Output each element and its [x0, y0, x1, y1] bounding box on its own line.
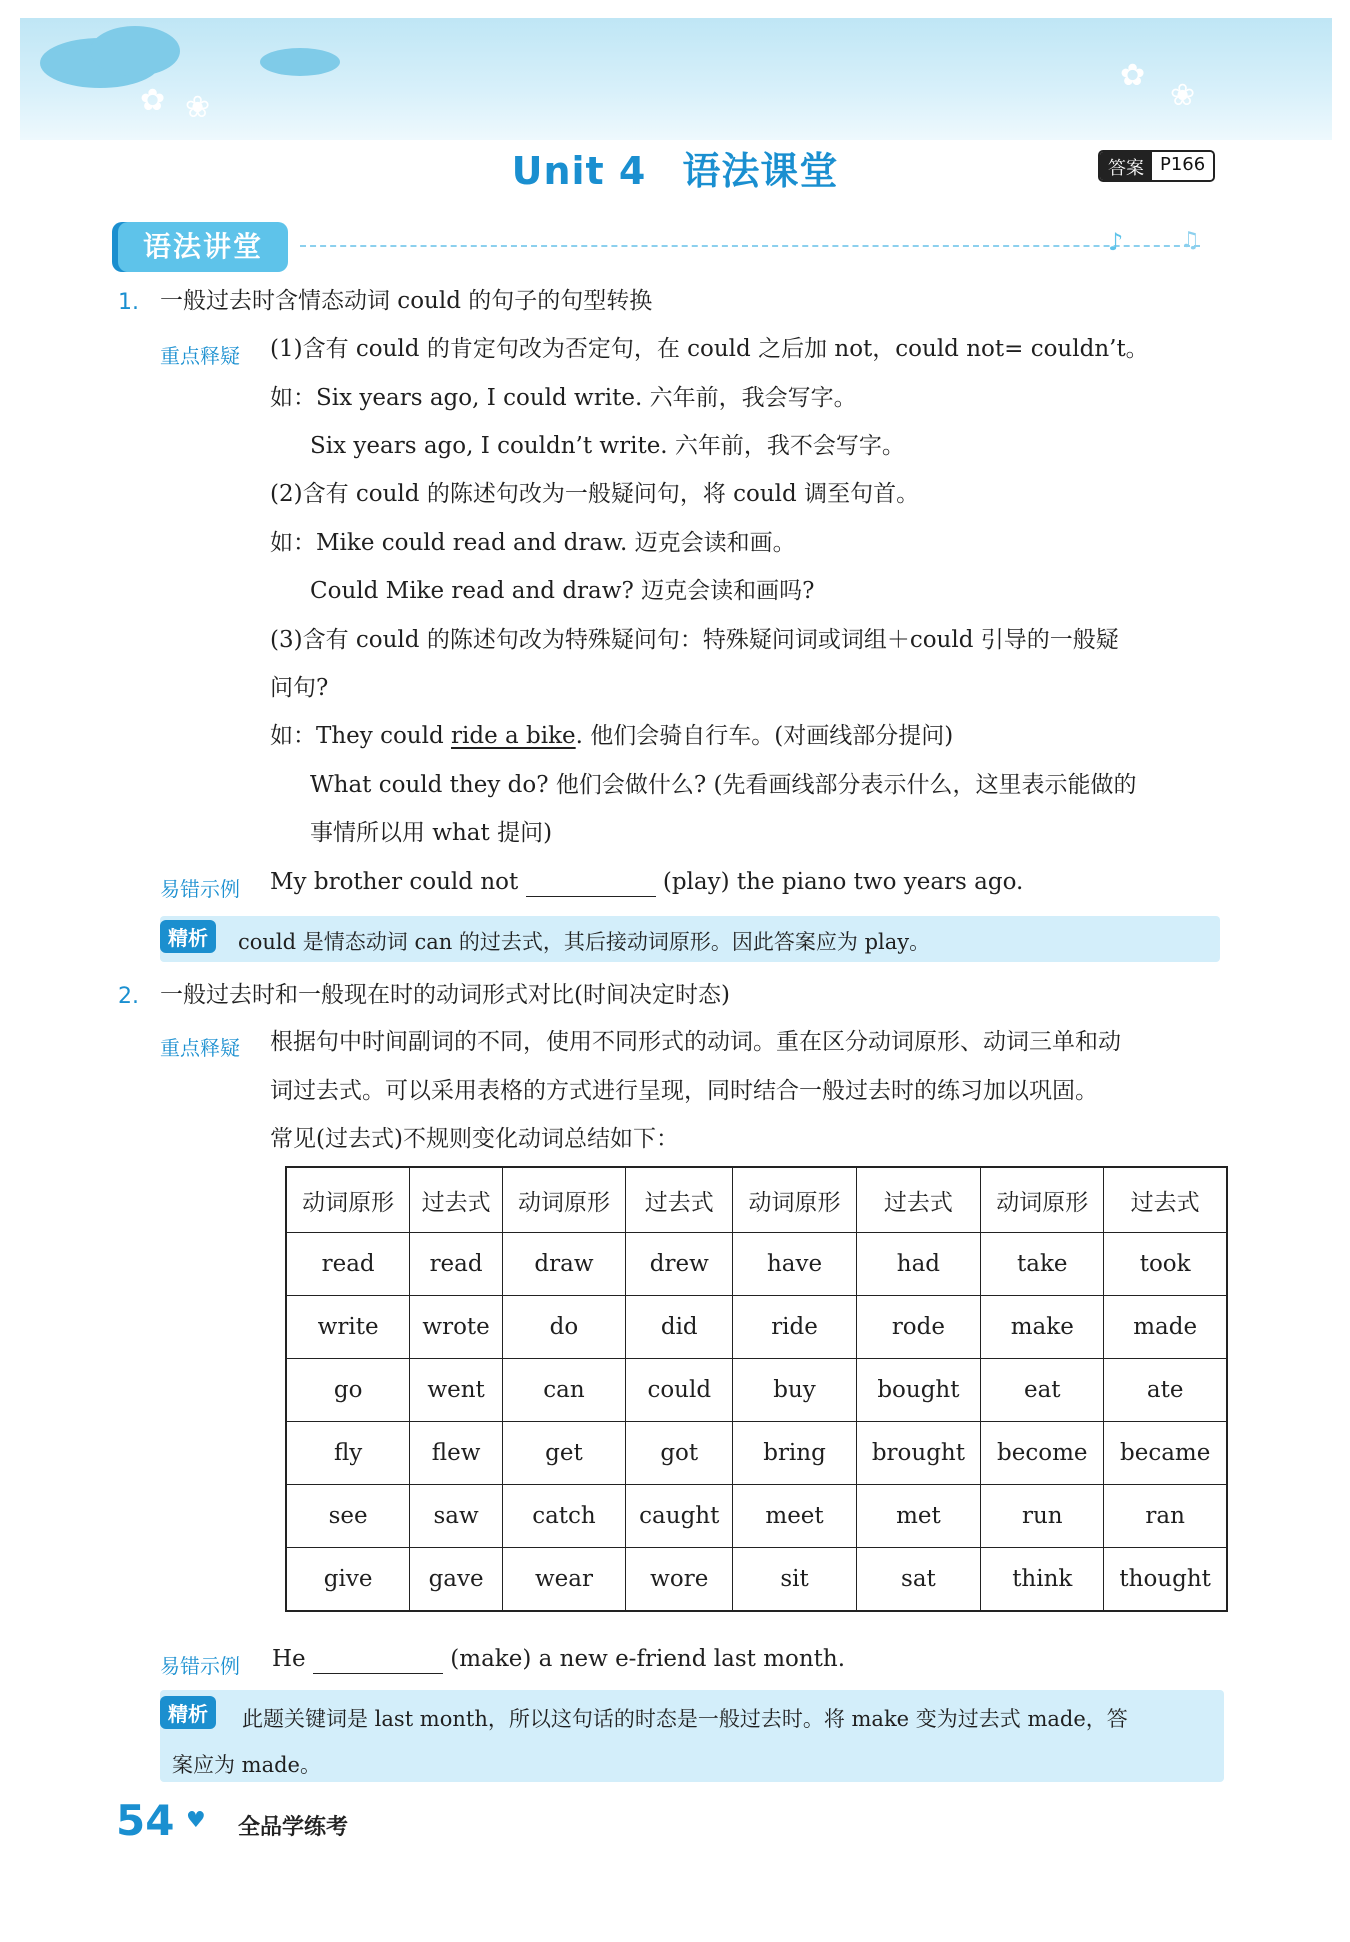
key-point-tag: 重点释疑 [160, 1036, 240, 1060]
text-line: (1)含有 could 的肯定句改为否定句，在 could 之后加 not，could not= couldn’t。 [270, 336, 1149, 362]
text-line: (2)含有 could 的陈述句改为一般疑问句，将 could 调至句首。 [270, 481, 920, 507]
table-cell: can [502, 1359, 625, 1422]
text-line: 根据句中时间副词的不同，使用不同形式的动词。重在区分动词原形、动词三单和动 [270, 1029, 1121, 1055]
flower-icon: ✿ [1120, 58, 1146, 93]
table-row [286, 1296, 1227, 1359]
table-cell: have [733, 1233, 856, 1296]
table-cell: write [286, 1296, 410, 1359]
cloud-decoration [90, 26, 180, 76]
text-line: What could they do? 他们会做什么? (先看画线部分表示什么，这里表示能做的 [310, 772, 1137, 798]
table-cell: catch [502, 1485, 625, 1548]
table-cell: became [1104, 1422, 1227, 1485]
table-header-cell: 动词原形 [502, 1167, 625, 1233]
table-cell: become [981, 1422, 1104, 1485]
table-cell: rode [856, 1296, 981, 1359]
table-cell: got [626, 1422, 733, 1485]
item-number: 2. [118, 984, 139, 1009]
error-example-tag: 易错示例 [160, 1654, 240, 1678]
error-example: My brother could not (play) the piano two years ago. [270, 869, 1024, 895]
table-cell: fly [286, 1422, 410, 1485]
text-line: 如：They could ride a bike. 他们会骑自行车。(对画线部分提问) [270, 723, 954, 749]
table-header-cell: 过去式 [1104, 1167, 1227, 1233]
table-header-row [286, 1167, 1227, 1233]
cloud-decoration [260, 48, 340, 76]
table-cell: flew [410, 1422, 503, 1485]
flower-icon: ❀ [185, 90, 211, 125]
table-cell: buy [733, 1359, 856, 1422]
table-cell: wear [502, 1548, 625, 1612]
table-cell: sit [733, 1548, 856, 1612]
table-cell: went [410, 1359, 503, 1422]
table-cell: thought [1104, 1548, 1227, 1612]
table-cell: gave [410, 1548, 503, 1612]
error-example: He (make) a new e-friend last month. [272, 1646, 846, 1672]
table-cell: get [502, 1422, 625, 1485]
table-header-cell: 动词原形 [286, 1167, 410, 1233]
table-cell: took [1104, 1233, 1227, 1296]
item-title: 一般过去时含情态动词 could 的句子的句型转换 [160, 288, 653, 314]
analysis-text: 此题关键词是 last month，所以这句话的时态是一般过去时。将 make 变为过去式 made，答 [242, 1707, 1128, 1731]
brand-name: 全品学练考 [238, 1815, 349, 1840]
text-line: Six years ago, I couldn’t write. 六年前，我不会写字。 [310, 433, 905, 459]
table-cell: ride [733, 1296, 856, 1359]
item-number: 1. [118, 290, 139, 315]
table-row [286, 1233, 1227, 1296]
table-cell: saw [410, 1485, 503, 1548]
dashed-divider [300, 245, 1200, 247]
text-line: 事情所以用 what 提问) [310, 820, 553, 846]
table-header-cell: 过去式 [856, 1167, 981, 1233]
table-cell: bring [733, 1422, 856, 1485]
text-line: 常见(过去式)不规则变化动词总结如下： [270, 1126, 679, 1152]
header-banner [20, 18, 1332, 140]
table-header-cell: 动词原形 [981, 1167, 1104, 1233]
table-cell: sat [856, 1548, 981, 1612]
table-cell: bought [856, 1359, 981, 1422]
table-cell: read [286, 1233, 410, 1296]
table-cell: could [626, 1359, 733, 1422]
table-cell: do [502, 1296, 625, 1359]
table-row [286, 1548, 1227, 1612]
page-title: Unit 4 语法课堂 [511, 149, 839, 193]
page-number: 54 [116, 1796, 175, 1845]
analysis-text: 案应为 made。 [172, 1753, 321, 1777]
table-cell: draw [502, 1233, 625, 1296]
table-row [286, 1485, 1227, 1548]
answer-blank [313, 1651, 443, 1674]
table-cell: see [286, 1485, 410, 1548]
table-cell: meet [733, 1485, 856, 1548]
heart-icon: ♥ [186, 1808, 206, 1833]
table-cell: make [981, 1296, 1104, 1359]
table-header-cell: 过去式 [626, 1167, 733, 1233]
table-cell: made [1104, 1296, 1227, 1359]
section-heading: 语法讲堂 [118, 222, 288, 272]
text-line: 问句? [270, 675, 329, 701]
analysis-tag: 精析 [160, 1696, 216, 1729]
text-line: (3)含有 could 的陈述句改为特殊疑问句：特殊疑问词或词组＋could 引导的一般疑 [270, 627, 1119, 653]
table-cell: go [286, 1359, 410, 1422]
table-header-cell: 动词原形 [733, 1167, 856, 1233]
text-line: 如：Six years ago, I could write. 六年前，我会写字。 [270, 385, 857, 411]
table-row [286, 1422, 1227, 1485]
table-cell: wrote [410, 1296, 503, 1359]
flower-icon: ❀ [1170, 78, 1196, 113]
analysis-text: could 是情态动词 can 的过去式，其后接动词原形。因此答案应为 play。 [238, 930, 931, 954]
key-point-tag: 重点释疑 [160, 344, 240, 368]
text-line: 如：Mike could read and draw. 迈克会读和画。 [270, 530, 796, 556]
table-cell: did [626, 1296, 733, 1359]
table-row [286, 1359, 1227, 1422]
underlined-phrase: ride a bike [451, 723, 576, 749]
table-cell: ate [1104, 1359, 1227, 1422]
answer-badge: 答案 P166 [1098, 150, 1215, 182]
flower-icon: ✿ [140, 83, 166, 118]
item-title: 一般过去时和一般现在时的动词形式对比(时间决定时态) [160, 982, 730, 1008]
table-cell: read [410, 1233, 503, 1296]
table-cell: brought [856, 1422, 981, 1485]
music-note-icon: ♫ [1180, 228, 1200, 253]
irregular-verb-table [285, 1166, 1228, 1612]
answer-blank [526, 874, 656, 897]
table-cell: wore [626, 1548, 733, 1612]
table-cell: drew [626, 1233, 733, 1296]
text-line: Could Mike read and draw? 迈克会读和画吗? [310, 578, 815, 604]
table-header-cell: 过去式 [410, 1167, 503, 1233]
table-cell: met [856, 1485, 981, 1548]
table-cell: caught [626, 1485, 733, 1548]
music-note-icon: ♪ [1108, 228, 1124, 256]
table-cell: take [981, 1233, 1104, 1296]
table-cell: ran [1104, 1485, 1227, 1548]
table-cell: give [286, 1548, 410, 1612]
analysis-tag: 精析 [160, 920, 216, 953]
text-line: 词过去式。可以采用表格的方式进行呈现，同时结合一般过去时的练习加以巩固。 [270, 1078, 1098, 1104]
table-cell: had [856, 1233, 981, 1296]
table-cell: eat [981, 1359, 1104, 1422]
table-cell: think [981, 1548, 1104, 1612]
table-cell: run [981, 1485, 1104, 1548]
error-example-tag: 易错示例 [160, 877, 240, 901]
